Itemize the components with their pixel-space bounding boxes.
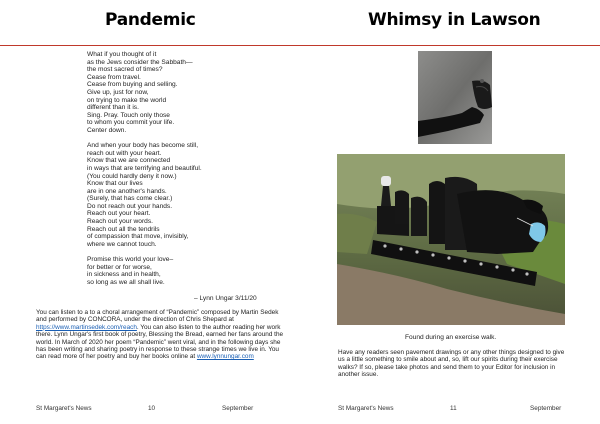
photo-caption: Found during an exercise walk.	[405, 334, 497, 341]
footer-newsletter-right: St Margaret's News	[338, 405, 394, 412]
poem-attribution: – Lynn Ungar 3/11/20	[194, 295, 257, 302]
lynnungar-link[interactable]: www.lynnungar.com	[196, 353, 254, 361]
poem-line: (Surely, that has come clear.)	[87, 195, 173, 203]
page-title-pandemic: Pandemic	[105, 10, 196, 30]
poem-line: as the Jews consider the Sabbath—	[87, 58, 193, 66]
poem-stanza	[87, 256, 287, 286]
poem-line: (You could hardly deny it now.)	[87, 172, 177, 180]
poem-line: Sing. Pray. Touch only those	[87, 111, 170, 119]
poem-line: different than it is.	[87, 104, 139, 112]
poem-line: are in one another's hands.	[87, 187, 167, 195]
footer-month-right: September	[530, 405, 562, 412]
poem-line: in sickness and in health,	[87, 271, 161, 279]
footer-page-number-right: 11	[450, 405, 457, 412]
readers-request-paragraph: Have any readers seen pavement drawings or any other things designed to give us a little something to smile about and, so, lift our spirits during their exercise walks? If so, please take photos and send them to your Editor for inclusion in another issue.	[338, 349, 565, 379]
poem-stanza	[87, 51, 287, 135]
poem-line: Reach out all the tendrils	[87, 225, 160, 233]
poem-line: Know that our lives	[87, 180, 143, 188]
poem-line: Reach out your words.	[87, 218, 153, 226]
para-text-2: . You can also listen to the author reading her work there. Lynn Ungar's first book of poetry, Blessing the Bread, earned her fans around the world. In March of 2020 her poem “Pandemic” went viral, and in the following days she has been writing and sharing poetry in response to these strange times we live in. You can read more of her poetry and buy her books online at	[36, 323, 284, 361]
poem-line: the most sacred of times?	[87, 66, 163, 74]
author-info-paragraph	[36, 309, 284, 361]
poem-line: in ways that are terrifying and beautiful.	[87, 164, 202, 172]
poem-line: Reach out your heart.	[87, 210, 151, 218]
poem-line: Promise this world your love–	[87, 256, 174, 264]
cutout-animals-photo	[337, 154, 565, 325]
footer-newsletter-left: St Margaret's News	[36, 405, 92, 412]
poem-line: Do not reach out your hands.	[87, 202, 173, 210]
poem-line: so long as we all shall live.	[87, 278, 165, 286]
poem-line: What if you thought of it	[87, 51, 157, 58]
poem-line: where we cannot touch.	[87, 240, 157, 248]
para-text-1: You can listen to a to a choral arrangement of “Pandemic” composed by Martin Sedek and performed by CONCORA, under the direction of Chris Shepard at	[36, 309, 279, 324]
poem	[87, 51, 287, 294]
footer-month-left: September	[222, 405, 254, 412]
poem-line: Give up, just for now,	[87, 88, 149, 96]
poem-stanza	[87, 142, 287, 248]
page-title-whimsy: Whimsy in Lawson	[368, 10, 541, 30]
footer-page-number-left: 10	[148, 405, 156, 412]
title-rule-left	[0, 45, 300, 46]
poem-line: to whom you commit your life.	[87, 119, 175, 127]
poem-line: And when your body has become still,	[87, 142, 199, 150]
poem-line: for better or for worse,	[87, 263, 152, 271]
poem-line: Center down.	[87, 126, 127, 134]
pavement-shoe-photo	[418, 51, 492, 144]
poem-line: Know that we are connected	[87, 157, 171, 165]
poem-line: on trying to make the world	[87, 96, 167, 104]
poem-line: Cease from buying and selling.	[87, 81, 178, 89]
poem-line: of compassion that move, invisibly,	[87, 233, 189, 241]
poem-line: reach out with your heart.	[87, 149, 162, 157]
poem-line: Cease from travel.	[87, 73, 141, 81]
title-rule-right	[300, 45, 600, 46]
martinsedek-link[interactable]: https://www.martinsedek.com/reach	[36, 323, 137, 331]
